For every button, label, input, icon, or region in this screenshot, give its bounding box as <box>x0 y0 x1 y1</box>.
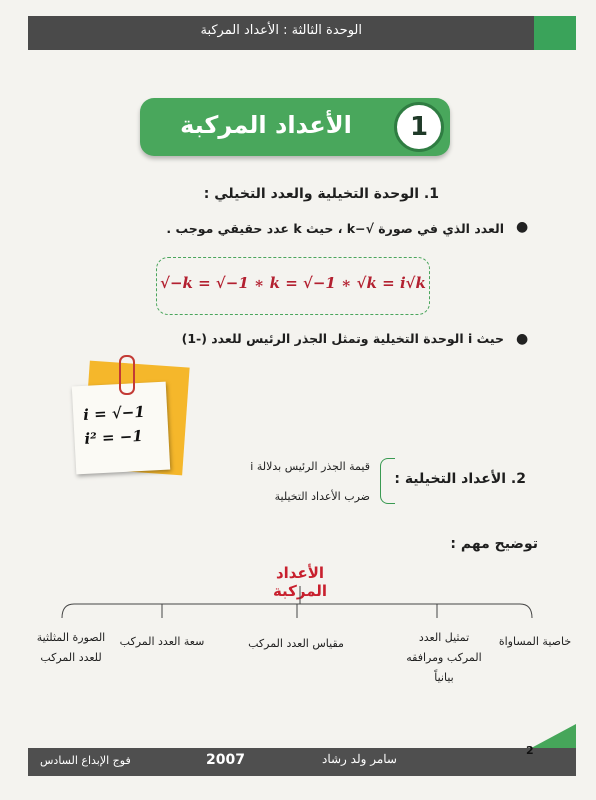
leaf-graphing: تمثيل العدد المركب ومرافقه بيانياً <box>406 631 482 684</box>
leaf-polar-form: الصورة المثلثية للعدد المركب <box>36 631 106 664</box>
page-number: 2 <box>526 744 534 757</box>
lesson-number: 1 <box>394 102 444 152</box>
bullet-icon: ● <box>516 331 529 347</box>
section2-heading: 2. الأعداد التخيلية : <box>394 471 526 487</box>
note-line2: i² = −1 <box>84 426 144 448</box>
section1-heading: 1. الوحدة التخيلية والعدد التخيلي : <box>203 186 439 202</box>
note-line1: i = √−1 <box>82 402 146 424</box>
lesson-title: الأعداد المركبة <box>180 111 352 139</box>
footer-author: سامر ولد رشاد <box>322 752 397 766</box>
footer-year: 2007 <box>206 752 245 768</box>
leaf-argument: سعة العدد المركب <box>119 635 205 648</box>
bullet-icon: ● <box>516 219 529 235</box>
tree-root: الأعداد المركبة <box>272 564 328 600</box>
leaf-equality: خاصية المساواة <box>498 635 572 648</box>
footer-brand: فوج الإبداع السادس <box>40 754 131 767</box>
section2-item2: ضرب الأعداد التخيلية <box>274 490 370 503</box>
clarification-label: توضيح مهم : <box>450 536 538 552</box>
leaf-modulus: مقياس العدد المركب <box>248 637 344 650</box>
section1-bullet2: حيث i الوحدة التخيلية وتمثل الجذر الرئيس للعدد (-1) <box>181 331 504 346</box>
section1-bullet1: العدد الذي في صورة √−k ، حيث k عدد حقيقي موجب . <box>166 221 504 236</box>
formula: √−k = √−1 ∗ k = √−1 ∗ √k = i√k <box>160 274 426 292</box>
section2-item1: قيمة الجذر الرئيس بدلالة i <box>250 460 370 473</box>
unit-title: الوحدة الثالثة : الأعداد المركبة <box>200 23 362 38</box>
